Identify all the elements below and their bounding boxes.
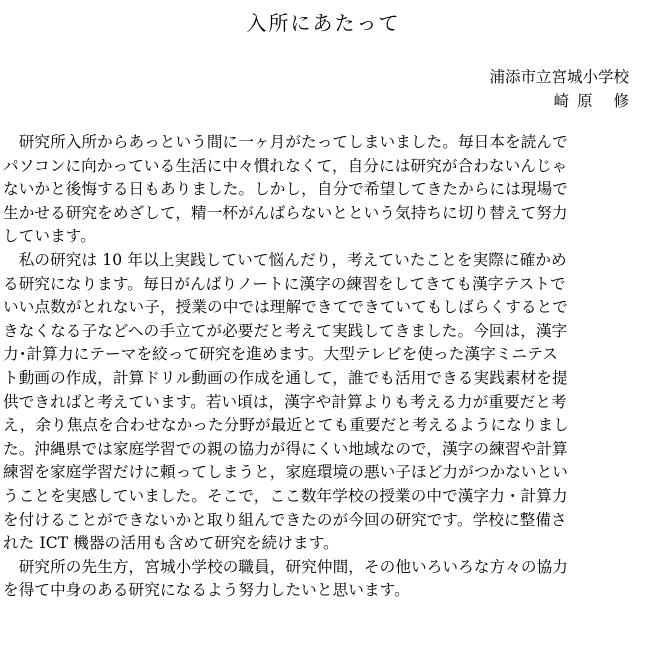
- body-line: 練習を家庭学習だけに頼ってしまうと，家庭環境の悪い子ほど力がつかないとい: [3, 463, 568, 482]
- body-line: 供できればと考えています。若い頃は，漢字や計算よりも考える力が重要だと考: [3, 392, 567, 411]
- body-line: を得て中身のある研究になるよう努力したいと思います。: [3, 581, 410, 600]
- body-line: え，余り焦点を合わせなかった分野が最近とても重要だと考えるようになりまし: [3, 416, 569, 435]
- body-line: た。沖縄県では家庭学習での親の協力が得にくい地域なので，漢字の練習や計算: [3, 439, 568, 458]
- body-line: 生かせる研究をめざして，精一杯がんばらないとという気持ちに切り替えて努力: [3, 203, 568, 222]
- body-line: 私の研究は 10 年以上実践していて悩んだり，考えていたことを実際に確かめ: [3, 250, 567, 269]
- body-line: 力･計算力にテーマを絞って研究を進めます。大型テレビを使った漢字ミニテス: [3, 345, 558, 364]
- body-line: ト動画の作成，計算ドリル動画の作成を通して，誰でも活用できる実践素材を提: [3, 368, 568, 387]
- body-line: 研究所の先生方，宮城小学校の職員，研究仲間，その他いろいろな方々の協力: [3, 557, 568, 576]
- body-line: る研究になります。毎日がんばりノートに漢字の練習をしてきても漢字テストで: [3, 274, 566, 293]
- body-line: 研究所入所からあっという間に一ヶ月がたってしまいました。毎日本を読んで: [3, 133, 568, 151]
- body-line: ないかと後悔する日もありました。しかし，自分で希望してきたからには現場で: [3, 180, 568, 199]
- body-line: れた ICT 機器の活用も含めて研究を続けます。: [3, 534, 339, 553]
- body-text: [3, 131, 643, 603]
- body-line: しています。: [3, 227, 96, 246]
- body-line: うことを実感していました。そこで，ここ数年学校の授業の中で漢字力・計算力: [3, 486, 568, 505]
- author-name: 崎原 修: [553, 92, 637, 110]
- body-line: パソコンに向かっている生活に中々慣れなくて，自分には研究が合わないんじゃ: [3, 156, 568, 175]
- author-affiliation: 浦添市立宮城小学校: [489, 68, 629, 86]
- body-line: を付けることができないかと取り組んできたのが今回の研究です。学校に整備さ: [3, 510, 567, 529]
- document-title: 入所にあたって: [246, 11, 401, 35]
- body-line: きなくなる子などへの手立てが必要だと考えて実践してきました。今回は，漢字: [3, 321, 568, 340]
- body-line: いい点数がとれない子，授業の中では理解できてできていてもしばらくするとで: [3, 298, 568, 317]
